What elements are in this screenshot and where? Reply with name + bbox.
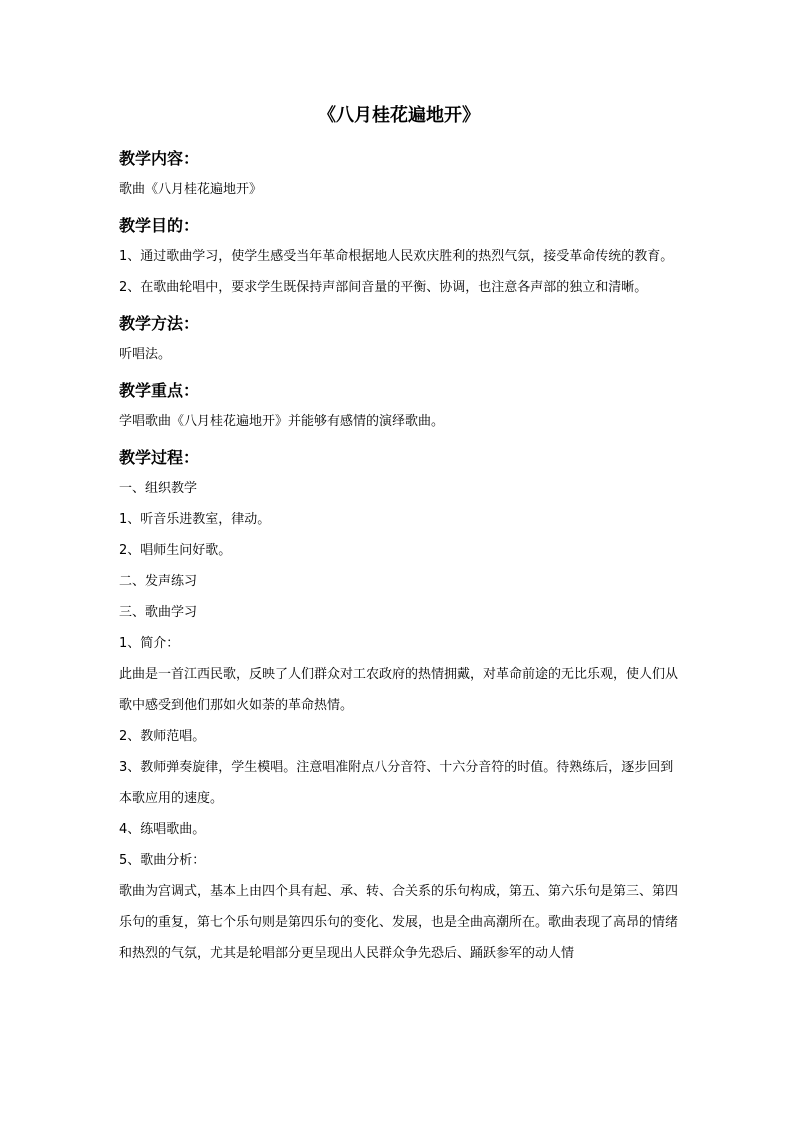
song-introduction-text: 此曲是一首江西民歌，反映了人们群众对工农政府的热情拥戴，对革命前途的无比乐观，使人们从歌中感受到他们那如火如荼的革命热情。 xyxy=(119,667,679,713)
process-step-5: 5、歌曲分析： xyxy=(119,853,206,868)
process-step-2: 2、教师范唱。 xyxy=(119,729,206,744)
process-line: 1、简介： xyxy=(119,636,180,651)
document-body xyxy=(119,101,679,969)
process-step-3: 3、教师弹奏旋律，学生模唱。注意唱准附点八分音符、十六分音符的时值。待熟练后，逐步回到本歌应用的速度。 xyxy=(119,760,674,806)
teaching-goal-1: 1、通过歌曲学习，使学生感受当年革命根据地人民欢庆胜利的热烈气氛，接受革命传统的教育。 xyxy=(119,249,674,264)
heading-teaching-focus: 教学重点： xyxy=(119,381,200,400)
teaching-focus-text: 学唱歌曲《八月桂花遍地开》并能够有感情的演绎歌曲。 xyxy=(119,414,445,429)
process-line: 2、唱师生问好歌。 xyxy=(119,543,232,558)
process-step-4: 4、练唱歌曲。 xyxy=(119,822,206,837)
process-line: 1、听音乐进教室，律动。 xyxy=(119,512,271,527)
heading-teaching-process: 教学过程： xyxy=(119,448,200,467)
process-line: 一、组织教学 xyxy=(119,481,198,496)
document-title: 《八月桂花遍地开》 xyxy=(318,105,480,126)
process-line: 三、歌曲学习 xyxy=(119,605,198,620)
heading-teaching-content: 教学内容： xyxy=(119,149,200,168)
teaching-goal-2: 2、在歌曲轮唱中，要求学生既保持声部间音量的平衡、协调，也注意各声部的独立和清晰。 xyxy=(119,280,648,295)
teaching-method-text: 听唱法。 xyxy=(119,347,172,362)
heading-teaching-method: 教学方法： xyxy=(119,314,200,333)
teaching-content-text: 歌曲《八月桂花遍地开》 xyxy=(119,182,263,197)
process-line: 二、发声练习 xyxy=(119,574,198,589)
heading-teaching-goals: 教学目的： xyxy=(119,216,200,235)
song-analysis-text: 歌曲为宫调式，基本上由四个具有起、承、转、合关系的乐句构成，第五、第六乐句是第三、第四乐句的重复，第七个乐句则是第四乐句的变化、发展，也是全曲高潮所在。歌曲表现了高昂的情绪和热烈的气氛，尤其是轮唱部分更呈现出人民群众争先恐后、踊跃参军的动人情 xyxy=(119,884,679,961)
